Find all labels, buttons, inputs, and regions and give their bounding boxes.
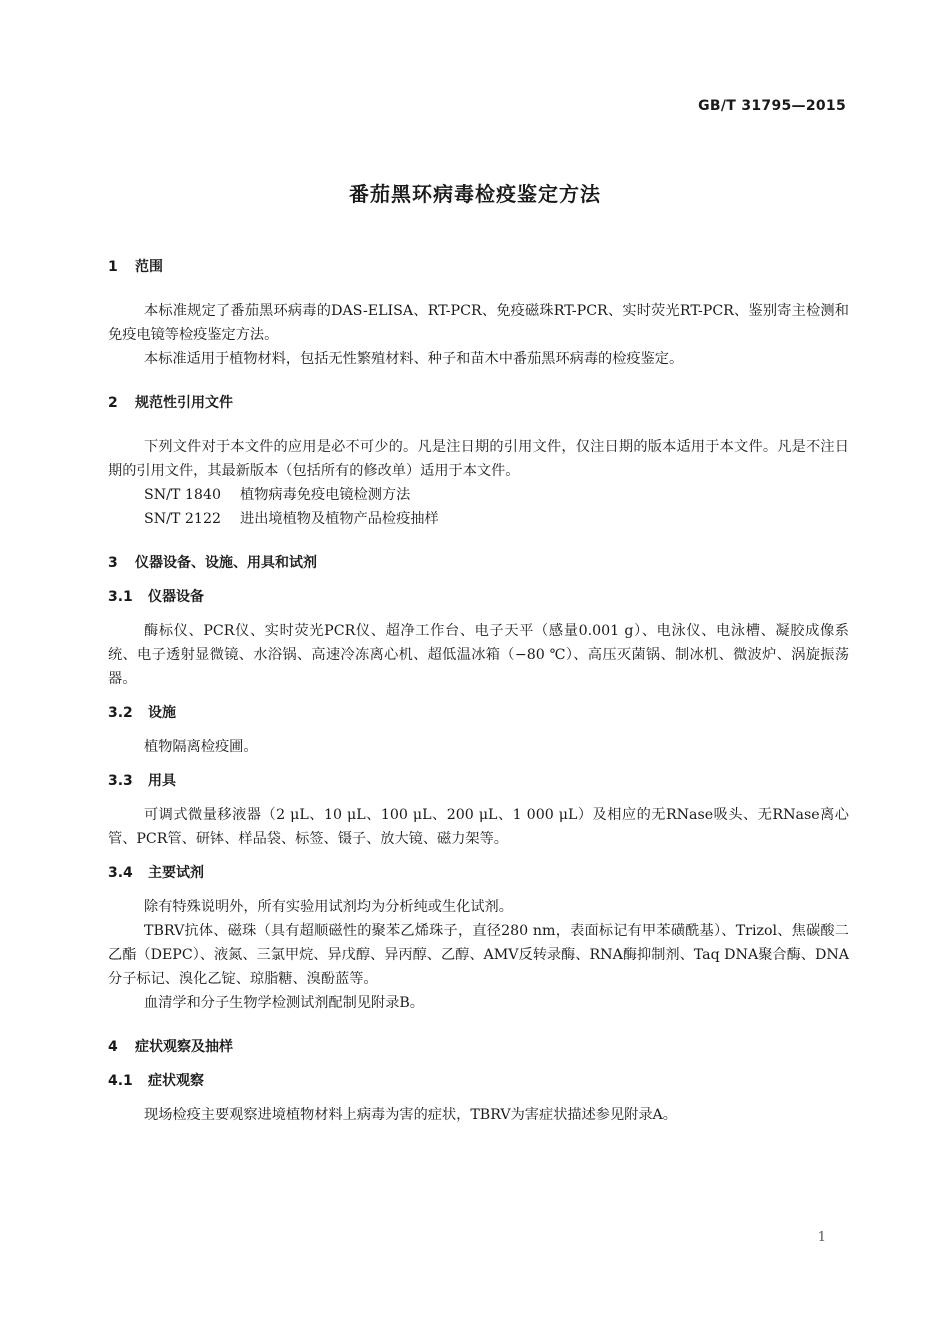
subsection-title: 主要试剂 xyxy=(148,865,204,881)
subsection-number: 3.1 xyxy=(108,589,133,605)
section-number: 2 xyxy=(108,395,118,411)
subsection-3-3-heading xyxy=(108,769,849,793)
section-4-heading xyxy=(108,1035,849,1059)
subsection-number: 3.3 xyxy=(108,773,133,789)
subsection-number: 3.4 xyxy=(108,865,133,881)
section-1-heading xyxy=(108,255,849,279)
subsection-title: 仪器设备 xyxy=(148,589,204,605)
reference-title: 进出境植物及植物产品检疫抽样 xyxy=(240,511,439,527)
subsection-3-1-heading xyxy=(108,585,849,609)
section-number: 1 xyxy=(108,259,118,275)
section-title: 仪器设备、设施、用具和试剂 xyxy=(135,555,317,571)
subsection-title: 用具 xyxy=(148,773,176,789)
paragraph: 除有特殊说明外，所有实验用试剂均为分析纯或生化试剂。 xyxy=(144,899,513,915)
reference-title: 植物病毒免疫电镜检测方法 xyxy=(240,487,411,503)
reference-code: SN/T 1840 xyxy=(144,487,221,503)
section-2-heading xyxy=(108,391,849,415)
paragraph: 可调式微量移液器（2 μL、10 μL、100 μL、200 μL、1 000 μL）及相应的无RNase吸头、无RNase离心管、PCR管、研钵、样品袋、标签、镊子、放大镜、磁力架等。 xyxy=(108,807,849,847)
document-body xyxy=(108,255,849,1127)
subsection-title: 症状观察 xyxy=(148,1073,204,1089)
subsection-3-4-heading xyxy=(108,861,849,885)
paragraph: 本标准适用于植物材料，包括无性繁殖材料、种子和苗木中番茄黑环病毒的检疫鉴定。 xyxy=(144,351,684,367)
subsection-number: 4.1 xyxy=(108,1073,133,1089)
document-title: 番茄黑环病毒检疫鉴定方法 xyxy=(349,182,601,206)
normative-reference xyxy=(108,507,849,531)
paragraph: 下列文件对于本文件的应用是必不可少的。凡是注日期的引用文件，仅注日期的版本适用于本文件。凡是不注日期的引用文件，其最新版本（包括所有的修改单）适用于本文件。 xyxy=(108,439,849,479)
paragraph: 酶标仪、PCR仪、实时荧光PCR仪、超净工作台、电子天平（感量0.001 g）、电泳仪、电泳槽、凝胶成像系统、电子透射显微镜、水浴锅、高速冷冻离心机、超低温冰箱（−80 ℃）、高压灭菌锅、制冰机、微波炉、涡旋振荡器。 xyxy=(108,623,849,687)
paragraph: 植物隔离检疫圃。 xyxy=(144,739,258,755)
paragraph: 本标准规定了番茄黑环病毒的DAS-ELISA、RT-PCR、免疫磁珠RT-PCR、实时荧光RT-PCR、鉴别寄主检测和免疫电镜等检疫鉴定方法。 xyxy=(108,303,849,343)
standard-code: GB/T 31795—2015 xyxy=(698,98,846,114)
subsection-3-2-heading xyxy=(108,701,849,725)
subsection-4-1-heading xyxy=(108,1069,849,1093)
section-title: 范围 xyxy=(135,259,163,275)
subsection-title: 设施 xyxy=(148,705,176,721)
paragraph: 血清学和分子生物学检测试剂配制见附录B。 xyxy=(144,995,424,1011)
section-3-heading xyxy=(108,551,849,575)
paragraph: 现场检疫主要观察进境植物材料上病毒为害的症状，TBRV为害症状描述参见附录A。 xyxy=(144,1107,677,1123)
paragraph: TBRV抗体、磁珠（具有超顺磁性的聚苯乙烯珠子，直径280 nm，表面标记有甲苯磺酰基）、Trizol、焦碳酸二乙酯（DEPC）、液氮、三氯甲烷、异戊醇、异丙醇、乙醇、AMV反转录酶、RNA酶抑制剂、Taq DNA聚合酶、DNA分子标记、溴化乙锭、琼脂糖、溴酚蓝等。 xyxy=(108,923,850,987)
section-title: 症状观察及抽样 xyxy=(135,1039,233,1055)
section-title: 规范性引用文件 xyxy=(135,395,233,411)
section-number: 4 xyxy=(108,1039,118,1055)
page-number: 1 xyxy=(817,1230,826,1245)
section-number: 3 xyxy=(108,555,118,571)
subsection-number: 3.2 xyxy=(108,705,133,721)
normative-reference xyxy=(108,483,849,507)
reference-code: SN/T 2122 xyxy=(144,511,221,527)
